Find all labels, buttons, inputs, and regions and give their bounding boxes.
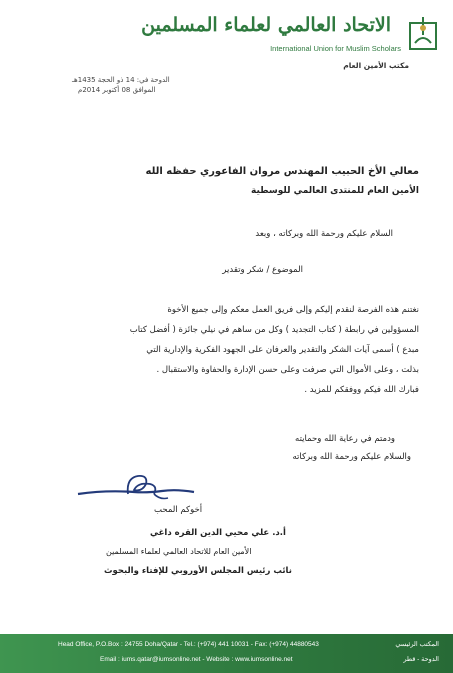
- footer-bar: [0, 634, 453, 673]
- paragraph-line: المسؤولين في رابطة ( كتاب التجديد ) وكل من ساهم في نيلي جائزة ( أفضل كتاب: [129, 325, 419, 335]
- addressee: معالي الأخ الحبيب المهندس مروان الفاعوري حفظه الله: [145, 166, 419, 177]
- paragraph-line: نغتنم هذه الفرصة لنقدم إليكم وإلى فريق العمل معكم وإلى جميع الأخوة: [167, 305, 419, 315]
- paragraph-line: مبدع ) أسمى آيات الشكر والتقدير والعرفان على الجهود الفكرية والإدارية التي: [146, 345, 419, 355]
- sign-off: أخوكم المحب: [154, 505, 203, 515]
- org-name-arabic: الاتحاد العالمي لعلماء المسلمين: [141, 14, 391, 36]
- footer-arabic-office: المكتب الرئيسي: [395, 641, 439, 648]
- footer-web: Email : iums.qatar@iumsonline.net - Website : www.iumsonline.net: [100, 656, 293, 663]
- addressee-title: الأمين العام للمنتدى العالمي للوسطية: [251, 186, 419, 196]
- subject-line: الموضوع / شكر وتقدير: [222, 265, 303, 275]
- letter-paragraph: [27, 300, 419, 400]
- signature: [76, 470, 196, 508]
- office-label: مكتب الأمين العام: [343, 61, 409, 70]
- logo-emblem: [407, 15, 439, 51]
- signer-role-2: نائب رئيس المجلس الأوروبي للإفتاء والبحوث: [104, 566, 292, 576]
- closing-line-2: والسلام عليكم ورحمة الله وبركاته: [292, 452, 411, 462]
- date-gregorian: الموافق 08 أكتوبر 2014م: [78, 86, 156, 94]
- greeting: السلام عليكم ورحمة الله وبركاته ، وبعد: [255, 229, 393, 239]
- signer-name: أ.د. علي محيي الدين القره داغي: [150, 528, 286, 538]
- paragraph-line: بذلت ، وعلى الأموال التي صرفت وعلى حسن الإدارة والحفاوة والاستقبال .: [156, 365, 419, 375]
- paragraph-line: فبارك الله فيكم ووفقكم للمزيد .: [304, 385, 419, 395]
- footer-contact: Head Office, P.O.Box : 24755 Doha/Qatar - Tel.: (+974) 441 10031 - Fax: (+974) 44880543: [58, 641, 319, 648]
- signer-role-1: الأمين العام للاتحاد العالمي لعلماء المسلمين: [106, 547, 252, 556]
- footer-arabic-location: الدوحة - قطر: [403, 656, 439, 663]
- closing-line-1: ودمتم في رعاية الله وحمايته: [295, 434, 395, 444]
- org-name-english: International Union for Muslim Scholars: [270, 44, 401, 53]
- date-hijri: الدوحة في: 14 ذو الحجة 1435هـ: [72, 76, 170, 84]
